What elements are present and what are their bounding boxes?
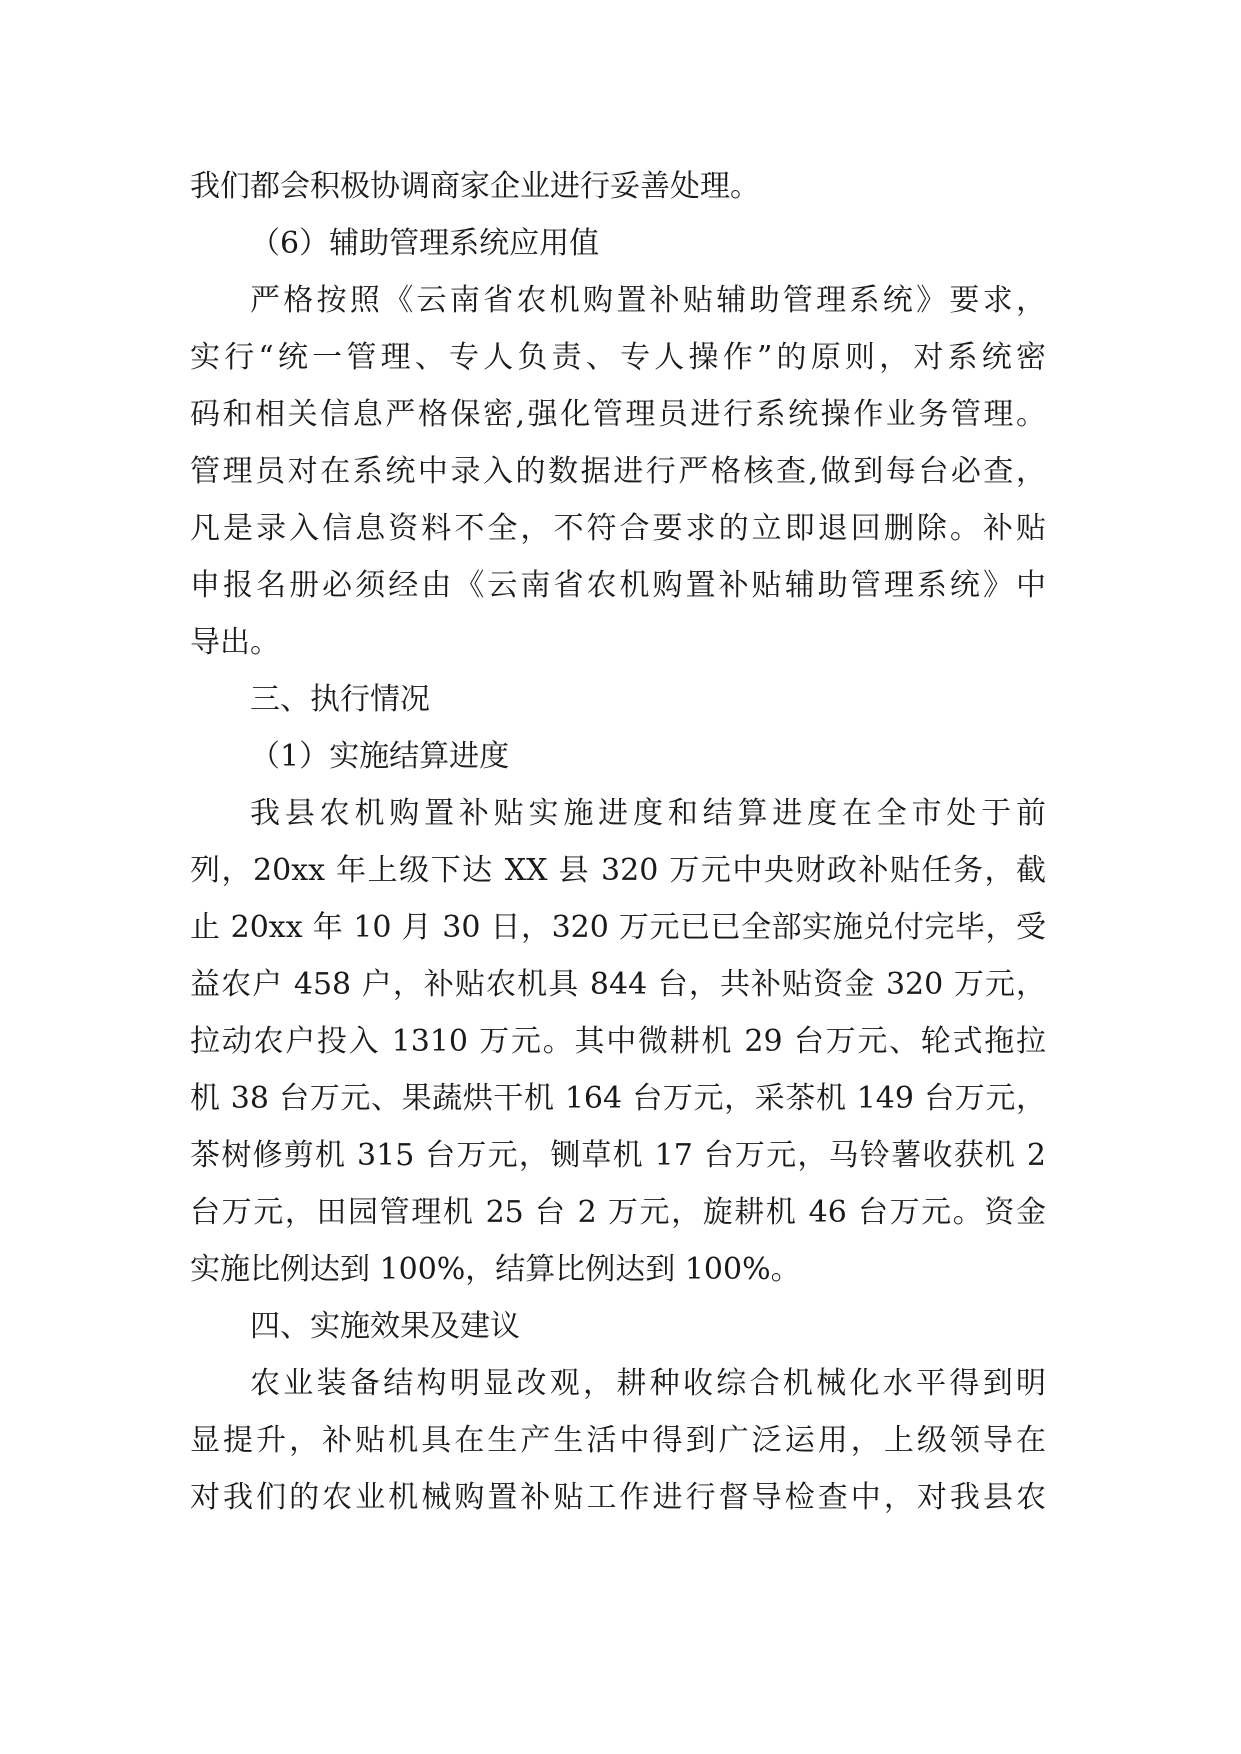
paragraph-line: 机 38 台万元、果蔬烘干机 164 台万元，采茶机 149 台万元， — [190, 1081, 1046, 1116]
paragraph-line: 实行“统一管理、专人负责、专人操作”的原则，对系统密 — [190, 340, 1046, 375]
paragraph-line: 台万元，田园管理机 25 台 2 万元，旋耕机 46 台万元。资金 — [190, 1195, 1046, 1230]
paragraph-line: 我们都会积极协调商家企业进行妥善处理。 — [190, 169, 760, 204]
paragraph-line: 茶树修剪机 315 台万元，铡草机 17 台万元，马铃薯收获机 2 — [190, 1138, 1046, 1173]
paragraph-line: 凡是录入信息资料不全，不符合要求的立即退回删除。补贴 — [190, 511, 1046, 546]
paragraph-line: 实施比例达到 100%，结算比例达到 100%。 — [190, 1252, 801, 1287]
subsection-heading: （6）辅助管理系统应用值 — [250, 226, 600, 261]
paragraph-line: 我县农机购置补贴实施进度和结算进度在全市处于前 — [250, 796, 1046, 831]
paragraph-line: 农业装备结构明显改观，耕种收综合机械化水平得到明 — [250, 1366, 1046, 1401]
paragraph-line: 码和相关信息严格保密,强化管理员进行系统操作业务管理。 — [190, 397, 1046, 432]
section-heading: 三、执行情况 — [250, 682, 430, 717]
paragraph-line: 导出。 — [190, 625, 280, 660]
subsection-heading: （1）实施结算进度 — [250, 739, 510, 774]
paragraph-line: 列，20xx 年上级下达 XX 县 320 万元中央财政补贴任务，截 — [190, 853, 1046, 888]
paragraph-line: 显提升，补贴机具在生产生活中得到广泛运用，上级领导在 — [190, 1423, 1046, 1458]
paragraph-line: 对我们的农业机械购置补贴工作进行督导检查中，对我县农 — [190, 1480, 1046, 1515]
paragraph-line: 益农户 458 户，补贴农机具 844 台，共补贴资金 320 万元， — [190, 967, 1046, 1002]
paragraph-line: 止 20xx 年 10 月 30 日，320 万元已已全部实施兑付完毕，受 — [190, 910, 1046, 945]
paragraph-line: 拉动农户投入 1310 万元。其中微耕机 29 台万元、轮式拖拉 — [190, 1024, 1046, 1059]
paragraph-line: 严格按照《云南省农机购置补贴辅助管理系统》要求， — [250, 283, 1046, 318]
section-heading: 四、实施效果及建议 — [250, 1309, 520, 1344]
paragraph-line: 管理员对在系统中录入的数据进行严格核查,做到每台必查， — [190, 454, 1046, 489]
paragraph-line: 申报名册必须经由《云南省农机购置补贴辅助管理系统》中 — [190, 568, 1046, 603]
